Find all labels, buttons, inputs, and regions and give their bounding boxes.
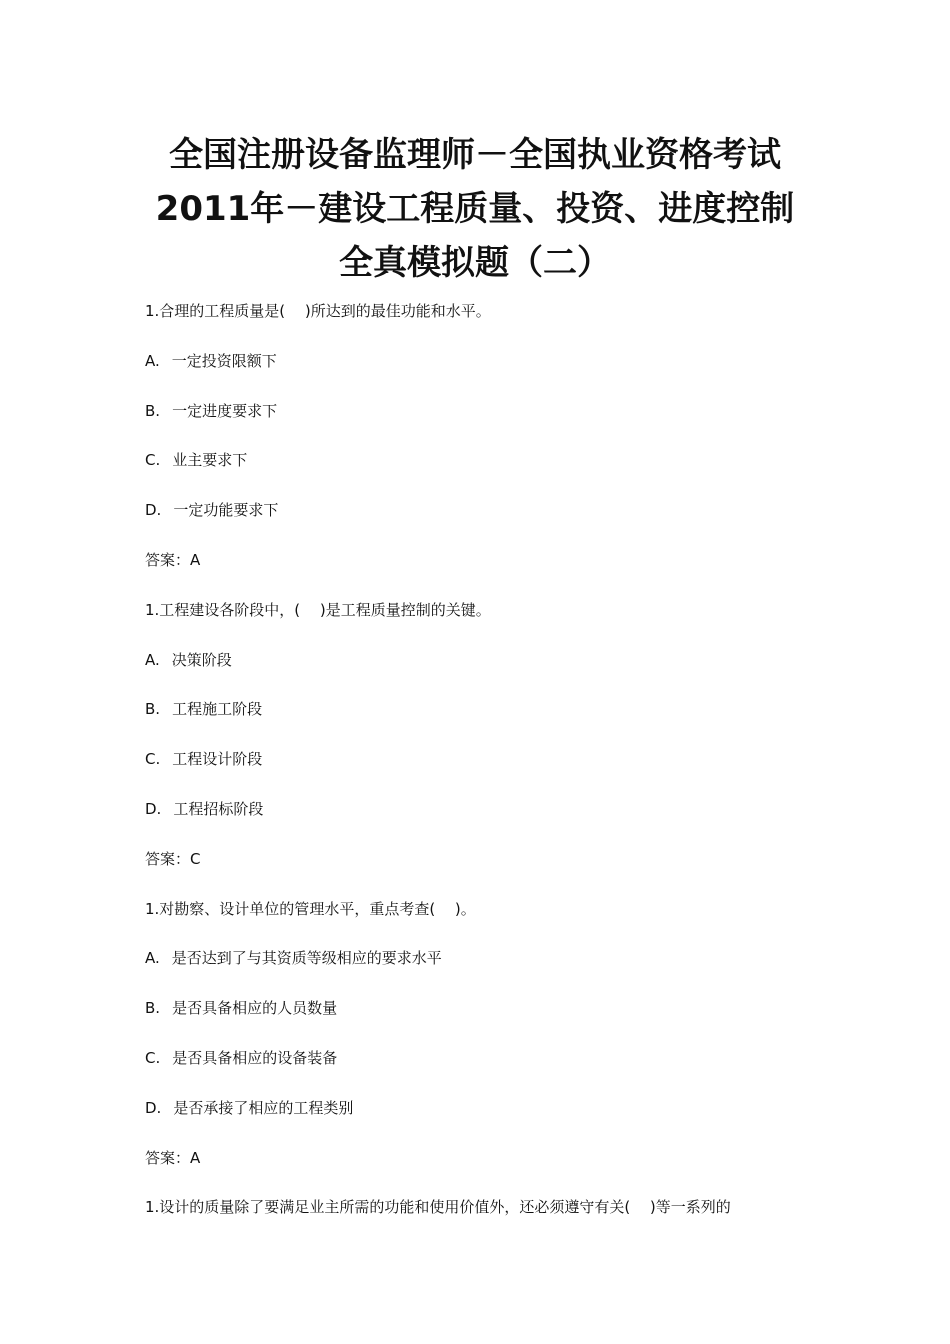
option-letter: B. [145,999,161,1018]
title-line-1: 全国注册设备监理师－全国执业资格考试 [169,135,781,175]
option-letter: D. [145,799,162,818]
option-c [145,1043,825,1073]
question-stem: 1.合理的工程质量是( )所达到的最佳功能和水平。 [145,302,491,320]
option-letter: D. [145,1098,162,1117]
option-d [145,794,825,824]
option-b [145,396,825,426]
option-a [145,943,825,973]
title-line-3: 全真模拟题（二） [339,243,611,283]
option-letter: B. [145,700,161,719]
option-c [145,744,825,774]
option-letter: A. [145,949,160,968]
option-text: 工程招标阶段 [173,799,264,818]
question-stem: 1.设计的质量除了要满足业主所需的功能和使用价值外，还必须遵守有关( )等一系列的 [145,1198,731,1217]
question-stem: 1.工程建设各阶段中，( )是工程质量控制的关键。 [145,600,491,619]
option-c [145,445,825,475]
option-a [145,346,825,376]
option-b [145,694,825,724]
document-title [100,128,850,290]
option-letter: B. [145,401,161,420]
question-stem: 1.对勘察、设计单位的管理水平，重点考查( )。 [145,899,476,918]
question-list [145,296,825,1242]
option-text: 是否达到了与其资质等级相应的要求水平 [171,949,442,968]
title-line-2: 2011年－建设工程质量、投资、进度控制 [155,189,795,229]
option-text: 一定投资限额下 [171,351,277,370]
option-text: 一定功能要求下 [173,501,279,520]
option-d [145,495,825,525]
option-text: 一定进度要求下 [172,401,278,420]
option-text: 业主要求下 [172,451,248,470]
option-letter: A. [145,351,160,370]
option-text: 决策阶段 [171,650,232,669]
option-letter: D. [145,501,162,520]
option-text: 是否承接了相应的工程类别 [173,1098,354,1117]
option-letter: C. [145,451,161,470]
option-b [145,993,825,1023]
option-text: 工程施工阶段 [172,700,263,719]
answer-line: 答案：A [145,1148,201,1167]
option-a [145,645,825,675]
option-letter: C. [145,750,161,769]
answer-line: 答案：A [145,550,201,569]
option-d [145,1093,825,1123]
answer-line: 答案：C [145,849,201,868]
option-letter: C. [145,1048,161,1067]
option-text: 是否具备相应的设备装备 [172,1048,338,1067]
option-letter: A. [145,650,160,669]
option-text: 工程设计阶段 [172,750,263,769]
option-text: 是否具备相应的人员数量 [172,999,338,1018]
